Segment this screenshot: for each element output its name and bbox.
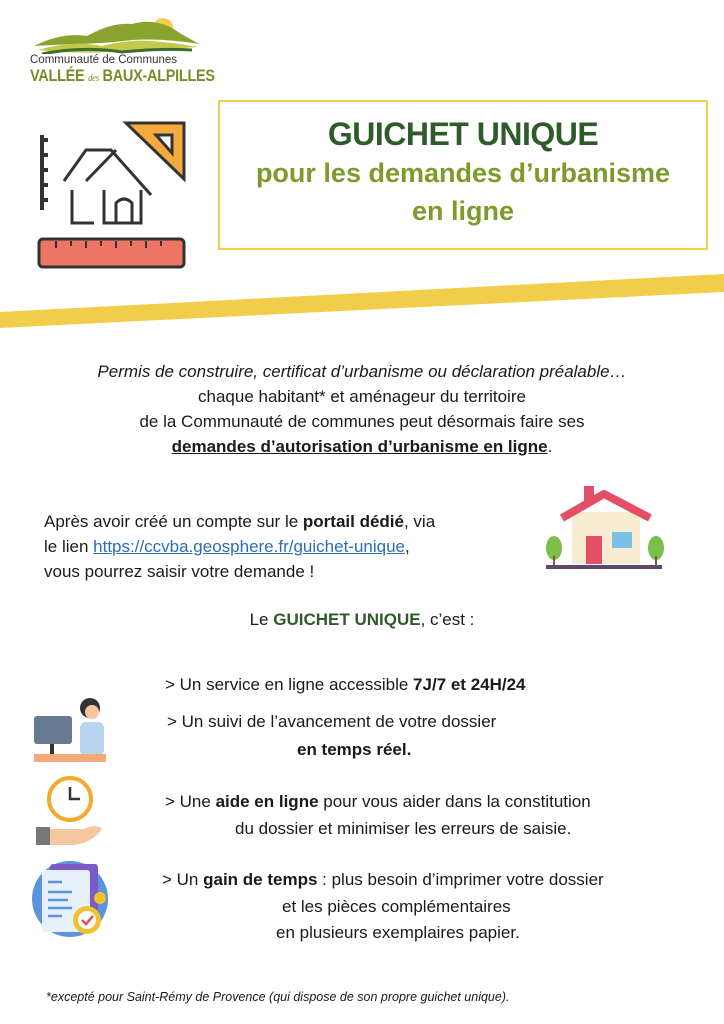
page-subtitle-2: en ligne (411, 196, 514, 226)
footnote: *excepté pour Saint-Rémy de Provence (qui dispose de son propre guichet unique). (46, 990, 510, 1004)
page-subtitle-1: pour les demandes d’urbanisme (255, 158, 671, 188)
page-title: GUICHET UNIQUE (327, 116, 599, 152)
guichet-intro: Le GUICHET UNIQUE, c’est : (249, 610, 475, 629)
bullet-2-line-2: en temps réel. (297, 740, 412, 759)
bullet-4-line-3: en plusieurs exemplaires papier. (276, 923, 520, 942)
logo-mountains-icon (32, 14, 202, 54)
title-box (218, 100, 708, 250)
clock-hand-icon (34, 775, 109, 850)
account-line-3: vous pourrez saisir votre demande ! (44, 562, 315, 581)
logo-line1: Communauté de Communes (30, 54, 178, 66)
account-line-1: Après avoir créé un compte sur le portail dédié, via (44, 512, 436, 531)
house-ruler-icon (36, 115, 191, 270)
bullet-4-line-2: et les pièces complémentaires (282, 897, 511, 916)
office-worker-icon (30, 688, 110, 768)
bullet-2-line-1: > Un suivi de l’avancement de votre dossier (167, 712, 497, 731)
bullet-1: > Un service en ligne accessible 7J/7 et 24H/24 (165, 675, 526, 694)
bullet-3-line-1: > Une aide en ligne pour vous aider dans la constitution (165, 792, 591, 811)
guichet-link[interactable]: https://ccvba.geosphere.fr/guichet-unique (93, 537, 406, 556)
intro-line-4: demandes d’autorisation d’urbanisme en ligne. (171, 437, 553, 456)
intro-line-2: chaque habitant* et aménageur du territoire (198, 387, 526, 406)
house-icon (542, 482, 667, 572)
bullet-3-line-2: du dossier et minimiser les erreurs de saisie. (235, 819, 572, 838)
account-line-2: le lien https://ccvba.geosphere.fr/guichet-unique, (44, 537, 410, 556)
logo-line2: VALLÉE des BAUX-ALPILLES (30, 66, 215, 85)
yellow-stripe (0, 270, 724, 332)
intro-line-1: Permis de construire, certificat d’urbanisme ou déclaration préalable… (97, 362, 627, 381)
document-check-icon (30, 858, 112, 940)
bullet-4-line-1: > Un gain de temps : plus besoin d’imprimer votre dossier (162, 870, 604, 889)
intro-line-3: de la Communauté de communes peut désormais faire ses (139, 412, 585, 431)
